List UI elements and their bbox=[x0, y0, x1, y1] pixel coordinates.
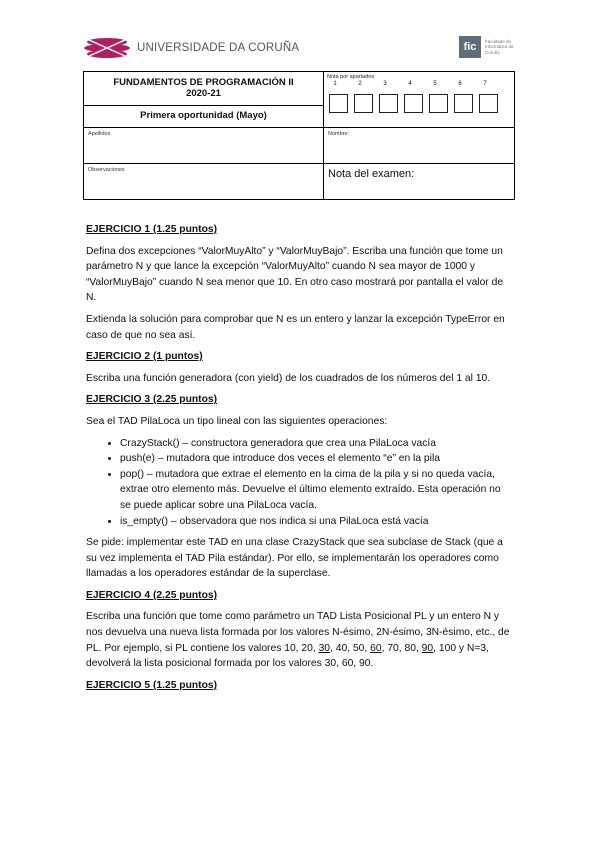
mark-box[interactable] bbox=[379, 94, 398, 113]
exercises bbox=[86, 222, 514, 699]
list-item: • CrazyStack() – constructora generadora que crea una PilaLoca vacía bbox=[120, 436, 514, 452]
course-title: FUNDAMENTOS DE PROGRAMACIÓN II bbox=[113, 77, 294, 88]
list-item: • is_empty() – observadora que nos indica si una PilaLoca está vacía bbox=[120, 514, 514, 530]
mark-box[interactable] bbox=[479, 94, 498, 113]
exercise-2-text: Escriba una función generadora (con yield) de los cuadrados de los números del 1 al 10. bbox=[86, 372, 491, 384]
exercise-1-title: EJERCICIO 1 (1.25 puntos) bbox=[86, 224, 218, 235]
exercise-4-title: EJERCICIO 4 (2.25 puntos) bbox=[86, 589, 218, 601]
faculty-logo bbox=[459, 36, 525, 58]
mark-number: 7 bbox=[483, 81, 487, 87]
surname-label: Apellidos bbox=[88, 131, 111, 137]
mark-number: 4 bbox=[408, 81, 412, 87]
name-field[interactable] bbox=[324, 128, 514, 164]
marks-cell bbox=[324, 72, 514, 128]
mark-box[interactable] bbox=[329, 94, 348, 113]
university-name: UNIVERSIDADE DA CORUÑA bbox=[137, 42, 300, 54]
university-emblem-icon bbox=[83, 36, 131, 60]
highlighted-value: 60 bbox=[370, 642, 382, 654]
exercise-4-text-part: , 70, 80, bbox=[381, 642, 422, 654]
session-cell: Primera oportunidad (Mayo) bbox=[84, 106, 324, 128]
grade-field[interactable] bbox=[324, 164, 514, 200]
exercise-4-text-part: , 40, 50, bbox=[330, 642, 371, 654]
surname-field[interactable] bbox=[84, 128, 324, 164]
exercise-4-text-part: , 100 y N=3, devolverá la lista posicional formada por los valores 30, 60, 90. bbox=[86, 642, 489, 670]
list-item: • pop() – mutadora que extrae el elemento en la cima de la pila y si no queda vacía, extrae otro elemento más. Devuelve el último elemento extraído. Esta operación no se puede aplicar sobre una PilaLoca vacía. bbox=[120, 467, 514, 514]
faculty-name: Facultade de Informática da Coruña bbox=[485, 38, 514, 55]
list-item: • push(e) – mutadora que introduce dos veces el elemento “e” en la pila bbox=[120, 451, 514, 467]
exercise-1-extension: Extienda la solución para comprobar que N es un entero y lanzar la excepción TypeError en caso de que no sea así. bbox=[86, 313, 505, 341]
exercise-3-task: Se pide: implementar este TAD en una clase CrazyStack que sea subclase de Stack (que a su vez implementa el TAD Pila estándar). Por ello, se implementarán los operadores como llamadas a los operadores estándar de la superclase. bbox=[86, 537, 503, 580]
exercise-5-title: EJERCICIO 5 (1.25 puntos) bbox=[86, 679, 218, 691]
name-label: Nombre: bbox=[328, 131, 350, 137]
exercise-3-operations bbox=[86, 436, 514, 530]
marks-label: Nota por apartados bbox=[327, 74, 375, 80]
faculty-abbr: fic bbox=[459, 36, 481, 58]
mark-box[interactable] bbox=[429, 94, 448, 113]
mark-number: 6 bbox=[458, 81, 462, 87]
mark-box[interactable] bbox=[454, 94, 473, 113]
exercise-3-title: EJERCICIO 3 (2.25 puntos) bbox=[86, 394, 218, 406]
mark-number: 5 bbox=[433, 81, 437, 87]
exercise-3-intro: Sea el TAD PilaLoca un tipo lineal con las siguientes operaciones: bbox=[86, 415, 388, 427]
mark-number: 3 bbox=[383, 81, 387, 87]
observations-field[interactable] bbox=[84, 164, 324, 200]
exercise-1-text: Defina dos excepciones “ValorMuyAlto” y “ValorMuyBajo”. Escriba una función que tome un parámetro N y que lance la excepción “ValorMuyAlto” cuando N sea mayor de 1000 y “ValorMuyBajo” cuando N sea menor que 10. En otro caso mostrará por pantalla el valor de N. bbox=[86, 245, 504, 304]
exercise-4-text bbox=[86, 609, 514, 671]
observations-label: Observaciones bbox=[88, 167, 125, 173]
course-year: 2020-21 bbox=[186, 88, 221, 99]
mark-box[interactable] bbox=[404, 94, 423, 113]
mark-number: 2 bbox=[358, 81, 362, 87]
mark-number: 1 bbox=[333, 81, 337, 87]
highlighted-value: 30 bbox=[318, 642, 331, 654]
grade-label: Nota del examen: bbox=[328, 168, 415, 180]
university-logo bbox=[83, 36, 299, 60]
exam-header-form bbox=[83, 71, 515, 200]
exercise-2-title: EJERCICIO 2 (1 puntos) bbox=[86, 351, 203, 363]
highlighted-value: 90 bbox=[421, 642, 434, 654]
exercise-4-text-part: Escriba una función que tome como parámetro un TAD Lista Posicional PL y un entero N y nos devuelva una nueva lista formada por los valores N-ésimo, 2N-ésimo, 3N-ésimo, etc., de PL. Por ejemplo, si PL contiene los valores 10, 20, bbox=[86, 611, 510, 654]
course-cell bbox=[84, 72, 324, 106]
mark-box[interactable] bbox=[354, 94, 373, 113]
